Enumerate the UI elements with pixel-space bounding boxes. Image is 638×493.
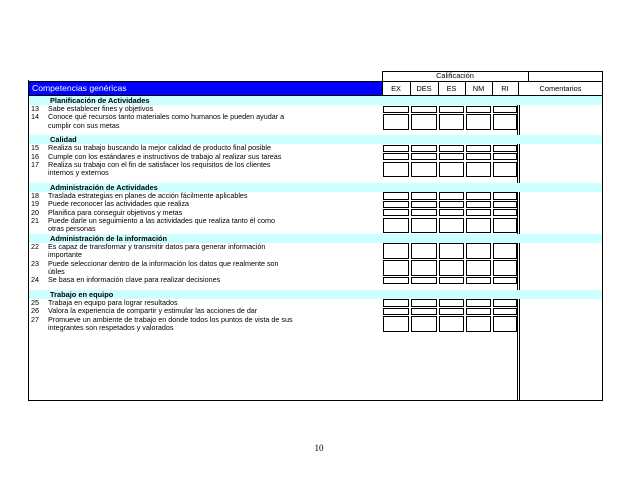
calificacion-left-border	[382, 71, 383, 81]
rating-box-des[interactable]	[411, 260, 437, 276]
item-number: 21	[31, 216, 39, 225]
rating-box-es[interactable]	[439, 192, 464, 199]
item-number: 24	[31, 275, 39, 285]
rating-box-ex[interactable]	[383, 277, 409, 284]
rating-header-ri: RI	[501, 84, 509, 93]
rating-box-nm[interactable]	[466, 243, 491, 259]
rating-box-ri[interactable]	[493, 162, 517, 178]
item-text: Planifica para conseguir objetivos y metas	[48, 207, 183, 217]
rating-box-es[interactable]	[439, 153, 464, 160]
rating-box-ri[interactable]	[493, 243, 517, 259]
rating-box-des[interactable]	[411, 153, 437, 160]
item-number: 14	[31, 112, 39, 122]
item-number: 18	[31, 190, 39, 200]
rating-box-ex[interactable]	[383, 114, 409, 130]
rating-box-nm[interactable]	[466, 260, 491, 276]
rating-box-nm[interactable]	[466, 153, 491, 160]
rating-box-des[interactable]	[411, 277, 437, 284]
calificacion-header: Calificación	[436, 71, 474, 80]
rating-box-es[interactable]	[439, 145, 464, 152]
item-number: 17	[31, 160, 39, 169]
item-text: otras personas	[48, 224, 96, 234]
rating-header-nm: NM	[472, 84, 485, 93]
rating-box-ri[interactable]	[493, 209, 517, 216]
item-text: Puede darle un seguimiento a las actividades que realiza tanto él como	[48, 216, 275, 225]
item-number: 22	[31, 241, 39, 251]
rating-box-es[interactable]	[439, 308, 464, 315]
comentarios-header: Comentarios	[539, 84, 582, 93]
item-number: 13	[31, 104, 39, 113]
rating-box-nm[interactable]	[466, 106, 491, 113]
rating-box-ri[interactable]	[493, 153, 517, 160]
rating-box-ex[interactable]	[383, 145, 409, 152]
rating-box-des[interactable]	[411, 192, 437, 199]
section-title: Trabajo en equipo	[50, 289, 114, 299]
rating-box-es[interactable]	[439, 277, 464, 284]
rating-box-es[interactable]	[439, 218, 464, 234]
rating-box-es[interactable]	[439, 316, 464, 332]
rating-box-ex[interactable]	[383, 153, 409, 160]
rating-box-es[interactable]	[439, 201, 464, 208]
rating-box-ex[interactable]	[383, 106, 409, 113]
rating-box-nm[interactable]	[466, 114, 491, 130]
header-col-divider	[465, 81, 466, 95]
rating-box-ex[interactable]	[383, 192, 409, 199]
rating-box-nm[interactable]	[466, 192, 491, 199]
rating-box-ri[interactable]	[493, 106, 517, 113]
section-title: Calidad	[50, 135, 77, 145]
item-text: Cumple con los estándares e instructivos de trabajo al realizar sus tareas	[48, 151, 282, 161]
item-text: Valora la experiencia de compartir y estimular las acciones de dar	[48, 306, 258, 316]
item-text: Realiza su trabajo con el fin de satisfacer los requisitos de los clientes	[48, 160, 271, 169]
rating-box-des[interactable]	[411, 243, 437, 259]
rating-box-des[interactable]	[411, 114, 437, 130]
rating-box-ex[interactable]	[383, 162, 409, 178]
rating-box-des[interactable]	[411, 145, 437, 152]
item-text: Se basa en información clave para realizar decisiones	[48, 275, 221, 285]
item-text: integrantes son respetados y valorados	[48, 323, 174, 332]
header-col-divider	[438, 81, 439, 95]
rating-box-ex[interactable]	[383, 201, 409, 208]
rating-box-des[interactable]	[411, 308, 437, 315]
rating-box-es[interactable]	[439, 162, 464, 178]
rating-box-des[interactable]	[411, 299, 437, 306]
item-text: Traslada estrategias en planes de acción fácilmente aplicables	[48, 190, 248, 200]
item-text: Realiza su trabajo buscando la mejor calidad de producto final posible	[48, 143, 271, 153]
rating-box-ex[interactable]	[383, 308, 409, 315]
rating-box-ex[interactable]	[383, 299, 409, 306]
rating-header-ex: EX	[391, 84, 401, 93]
item-text: Promueve un ambiente de trabajo en donde todos los puntos de vista de sus	[48, 314, 293, 324]
item-text: Puede reconocer las actividades que realiza	[48, 199, 190, 209]
rating-box-ex[interactable]	[383, 316, 409, 332]
rating-box-ri[interactable]	[493, 277, 517, 284]
rating-box-nm[interactable]	[466, 299, 491, 306]
rating-box-ex[interactable]	[383, 243, 409, 259]
item-text: importante	[48, 250, 82, 260]
item-text: internos y externos	[48, 168, 109, 178]
item-number: 19	[31, 199, 39, 209]
rating-box-es[interactable]	[439, 243, 464, 259]
item-text: útiles	[48, 267, 65, 276]
rating-box-nm[interactable]	[466, 201, 491, 208]
rating-box-des[interactable]	[411, 209, 437, 216]
item-text: Puede seleccionar dentro de la información los datos que realmente son	[48, 258, 279, 268]
rating-box-es[interactable]	[439, 106, 464, 113]
rating-box-ri[interactable]	[493, 308, 517, 315]
rating-box-nm[interactable]	[466, 209, 491, 216]
section-title: Planificación de Actividades	[50, 96, 150, 105]
rating-box-ri[interactable]	[493, 316, 517, 332]
item-number: 25	[31, 297, 39, 307]
table-right-border	[602, 71, 603, 401]
competencias-title: Competencias genéricas	[29, 82, 382, 95]
rating-header-des: DES	[416, 84, 432, 93]
rating-box-es[interactable]	[439, 209, 464, 216]
rating-box-des[interactable]	[411, 316, 437, 332]
item-number: 23	[31, 258, 39, 268]
header-col-divider	[492, 81, 493, 95]
item-number: 15	[31, 143, 39, 153]
header-col-divider	[382, 81, 383, 95]
item-text: Trabaja en equipo para lograr resultados	[48, 297, 178, 307]
rating-box-nm[interactable]	[466, 218, 491, 234]
rating-box-es[interactable]	[439, 299, 464, 306]
rating-box-ri[interactable]	[493, 114, 517, 130]
rating-box-nm[interactable]	[466, 145, 491, 152]
rating-box-ri[interactable]	[493, 145, 517, 152]
section-title: Administración de Actividades	[50, 182, 158, 192]
evaluation-table	[28, 71, 603, 401]
rating-box-ex[interactable]	[383, 209, 409, 216]
calificacion-right-border	[528, 71, 529, 81]
rating-header-es: ES	[446, 84, 457, 93]
item-text: Conoce qué recursos tanto materiales como humanos le pueden ayudar a	[48, 112, 285, 122]
rating-box-des[interactable]	[411, 201, 437, 208]
rating-box-nm[interactable]	[466, 316, 491, 332]
rating-box-ex[interactable]	[383, 218, 409, 234]
item-text: Es capaz de transformar y transmitir datos para generar información	[48, 241, 266, 251]
rating-box-ri[interactable]	[493, 299, 517, 306]
rating-box-ri[interactable]	[493, 192, 517, 199]
item-number: 26	[31, 306, 39, 316]
rating-box-es[interactable]	[439, 114, 464, 130]
rating-box-nm[interactable]	[466, 162, 491, 178]
rating-box-nm[interactable]	[466, 308, 491, 315]
rating-box-es[interactable]	[439, 260, 464, 276]
item-number: 27	[31, 314, 39, 324]
item-number: 20	[31, 207, 39, 217]
page-number: 10	[314, 443, 324, 453]
rating-box-ri[interactable]	[493, 201, 517, 208]
item-text: Sabe establecer fines y objetivos	[48, 104, 154, 113]
item-number: 16	[31, 151, 39, 161]
item-text: cumplir con sus metas	[48, 120, 120, 130]
rating-box-des[interactable]	[411, 106, 437, 113]
header-col-divider	[410, 81, 411, 95]
rating-box-nm[interactable]	[466, 277, 491, 284]
rating-box-ex[interactable]	[383, 260, 409, 276]
rating-box-des[interactable]	[411, 162, 437, 178]
section-title: Administración de la información	[50, 233, 168, 243]
rating-box-des[interactable]	[411, 218, 437, 234]
rating-box-ri[interactable]	[493, 260, 517, 276]
rating-box-ri[interactable]	[493, 218, 517, 234]
